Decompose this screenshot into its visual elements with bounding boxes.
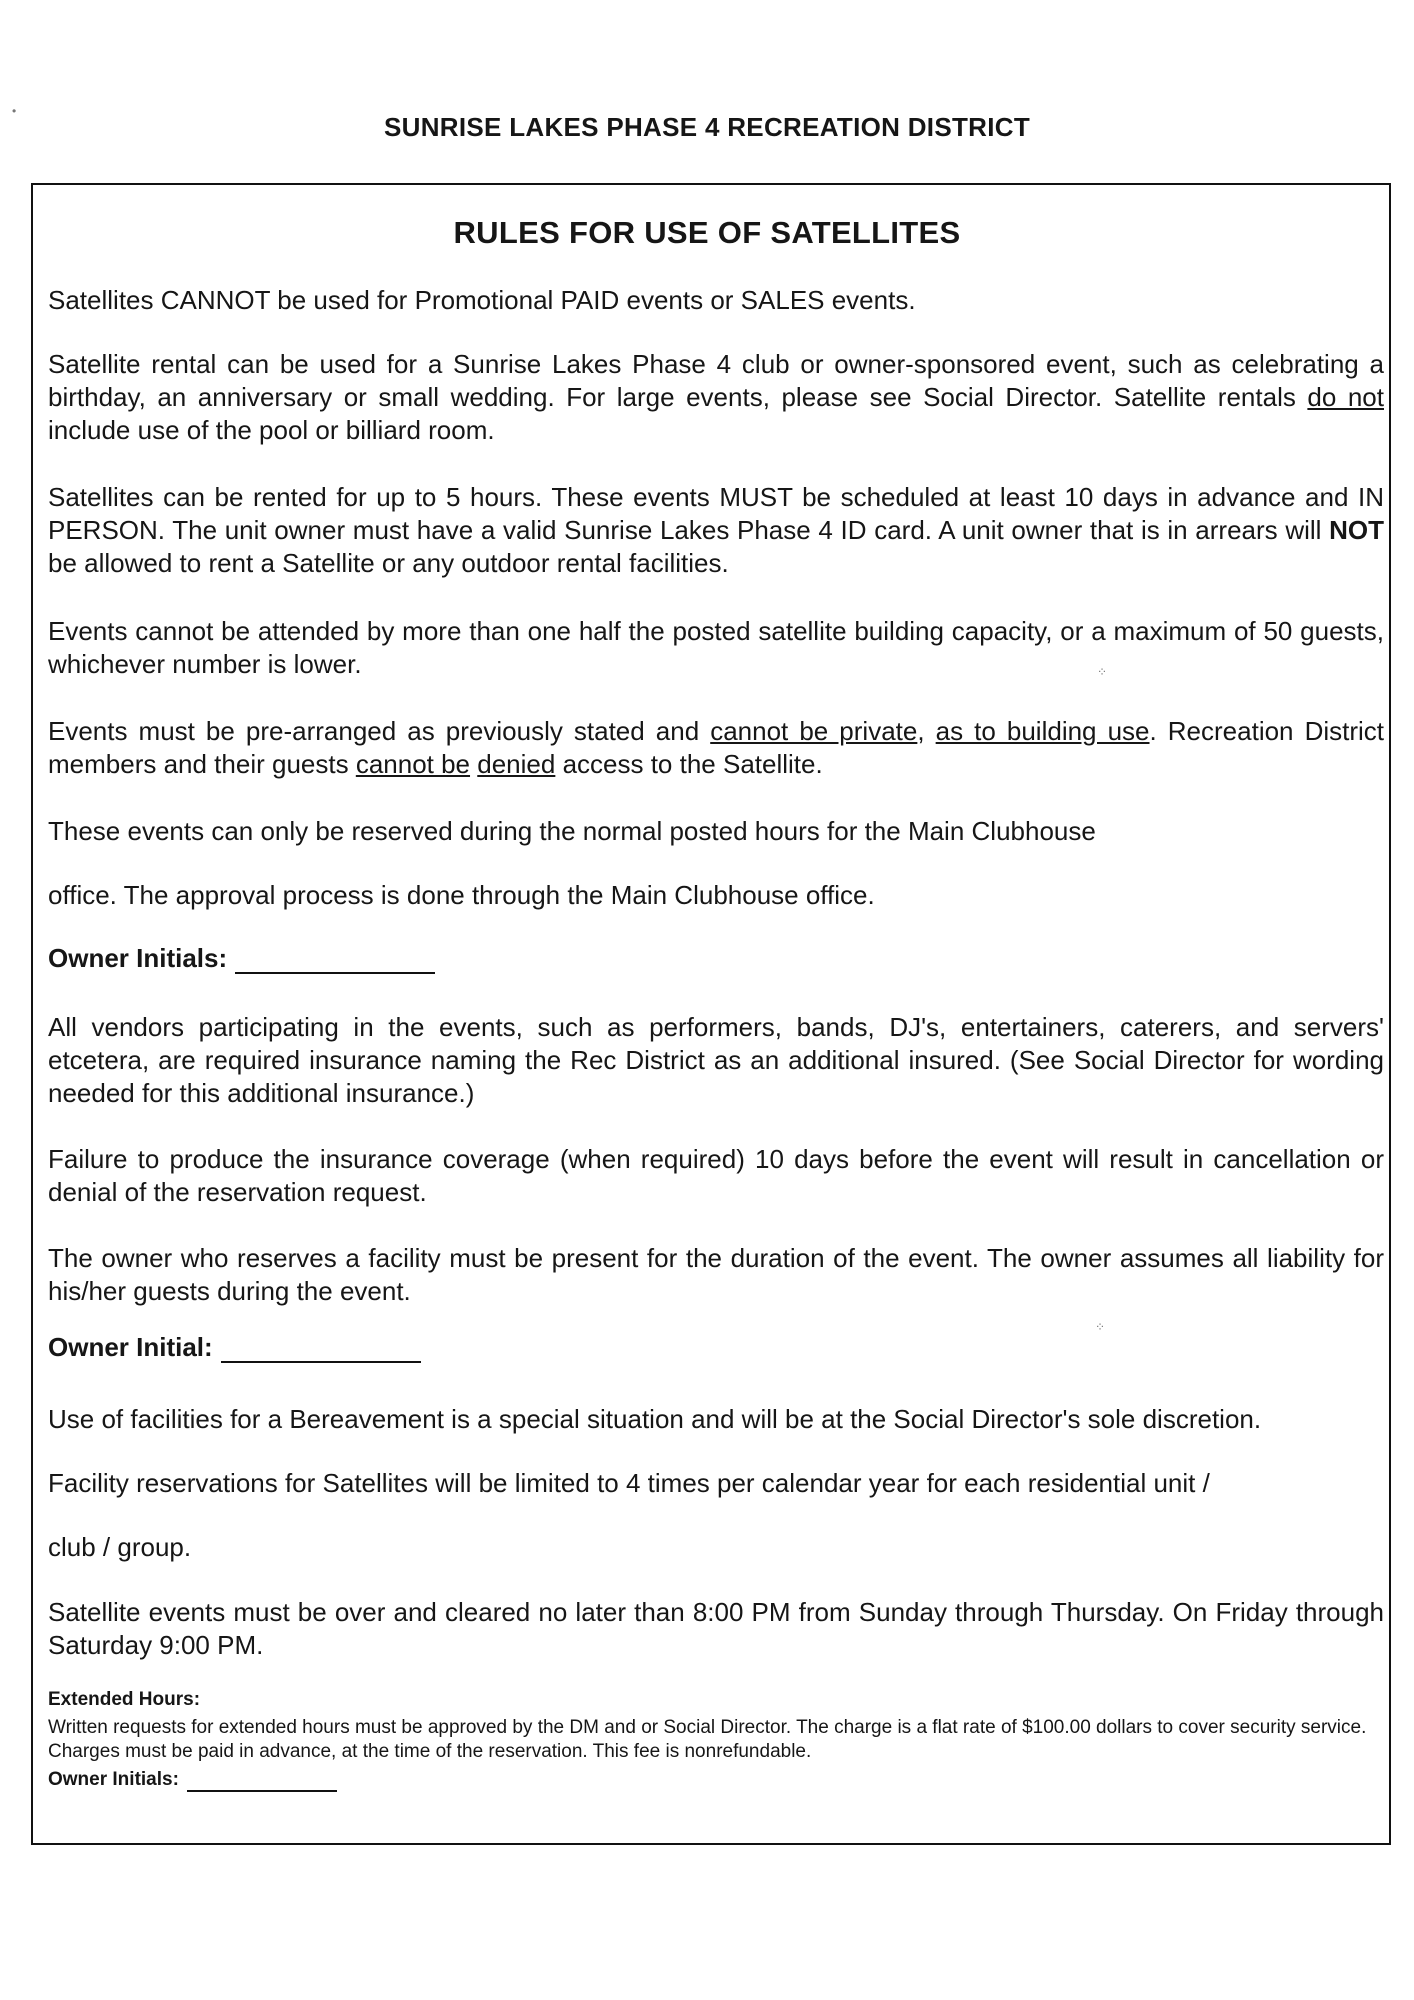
- rule-rental-use: Satellite rental can be used for a Sunrise Lakes Phase 4 club or owner-sponsored event, such as celebrating a birthday, an anniversary or small wedding. For large events, please see Social Director. Satellite rentals do not include use of the pool or billiard room.: [48, 349, 1384, 445]
- owner-initials-3-label: Owner Initials:: [48, 1769, 179, 1790]
- owner-initials-2: [48, 1332, 421, 1363]
- owner-initials-1-blank[interactable]: [235, 948, 435, 974]
- rule-owner-present: The owner who reserves a facility must be present for the duration of the event. The owner assumes all liability for his/her guests during the event.: [48, 1243, 1384, 1306]
- rule-reservation-limit-cont: club / group.: [48, 1532, 192, 1562]
- scan-mark: •: [12, 104, 17, 118]
- scan-mark: ⁘: [1095, 1320, 1106, 1334]
- rules-title: RULES FOR USE OF SATELLITES: [453, 215, 961, 250]
- rule-insurance-deadline: Failure to produce the insurance coverage (when required) 10 days before the event will result in cancellation or denial of the reservation request.: [48, 1144, 1384, 1207]
- rule-rental-duration: Satellites can be rented for up to 5 hours. These events MUST be scheduled at least 10 days in advance and IN PERSON. The unit owner must have a valid Sunrise Lakes Phase 4 ID card. A unit owner that is in arrears will NOT be allowed to rent a Satellite or any outdoor rental facilities.: [48, 482, 1384, 578]
- rule-capacity: Events cannot be attended by more than one half the posted satellite building capacity, or a maximum of 50 guests, whichever number is lower.: [48, 616, 1384, 679]
- scan-mark: ⁘: [1097, 665, 1108, 679]
- owner-initials-3-blank[interactable]: [187, 1772, 337, 1792]
- rule-reservation-limit: Facility reservations for Satellites will be limited to 4 times per calendar year for each residential unit /: [48, 1468, 1210, 1498]
- district-header: SUNRISE LAKES PHASE 4 RECREATION DISTRICT: [384, 112, 1030, 142]
- owner-initials-1: [48, 943, 435, 974]
- owner-initials-1-label: Owner Initials:: [48, 943, 228, 973]
- rule-event-end-times: Satellite events must be over and cleared no later than 8:00 PM from Sunday through Thursday. On Friday through Saturday 9:00 PM.: [48, 1597, 1384, 1660]
- owner-initials-2-blank[interactable]: [221, 1337, 421, 1363]
- extended-hours-body: Written requests for extended hours must be approved by the DM and or Social Director. The charge is a flat rate of $100.00 dollars to cover security service. Charges must be paid in advance, at the time of the reservation. This fee is nonrefundable.: [48, 1717, 1367, 1762]
- rule-no-promotional: Satellites CANNOT be used for Promotional PAID events or SALES events.: [48, 285, 916, 315]
- rule-reservation-hours: These events can only be reserved during the normal posted hours for the Main Clubhouse: [48, 816, 1096, 846]
- owner-initials-3: [48, 1768, 1384, 1792]
- rule-vendor-insurance: All vendors participating in the events, such as performers, bands, DJ's, entertainers, caterers, and servers' etcetera, are required insurance naming the Rec District as an additional insured. (See Social Director for wording needed for this additional insurance.): [48, 1012, 1384, 1108]
- rule-bereavement: Use of facilities for a Bereavement is a special situation and will be at the Social Director's sole discretion.: [48, 1404, 1262, 1434]
- rule-not-private: Events must be pre-arranged as previously stated and cannot be private, as to building use. Recreation District members and their guests cannot be denied access to the Satellite.: [48, 716, 1384, 779]
- owner-initials-2-label: Owner Initial:: [48, 1332, 213, 1362]
- extended-hours-heading: Extended Hours:: [48, 1689, 201, 1710]
- rule-approval-process: office. The approval process is done through the Main Clubhouse office.: [48, 880, 875, 910]
